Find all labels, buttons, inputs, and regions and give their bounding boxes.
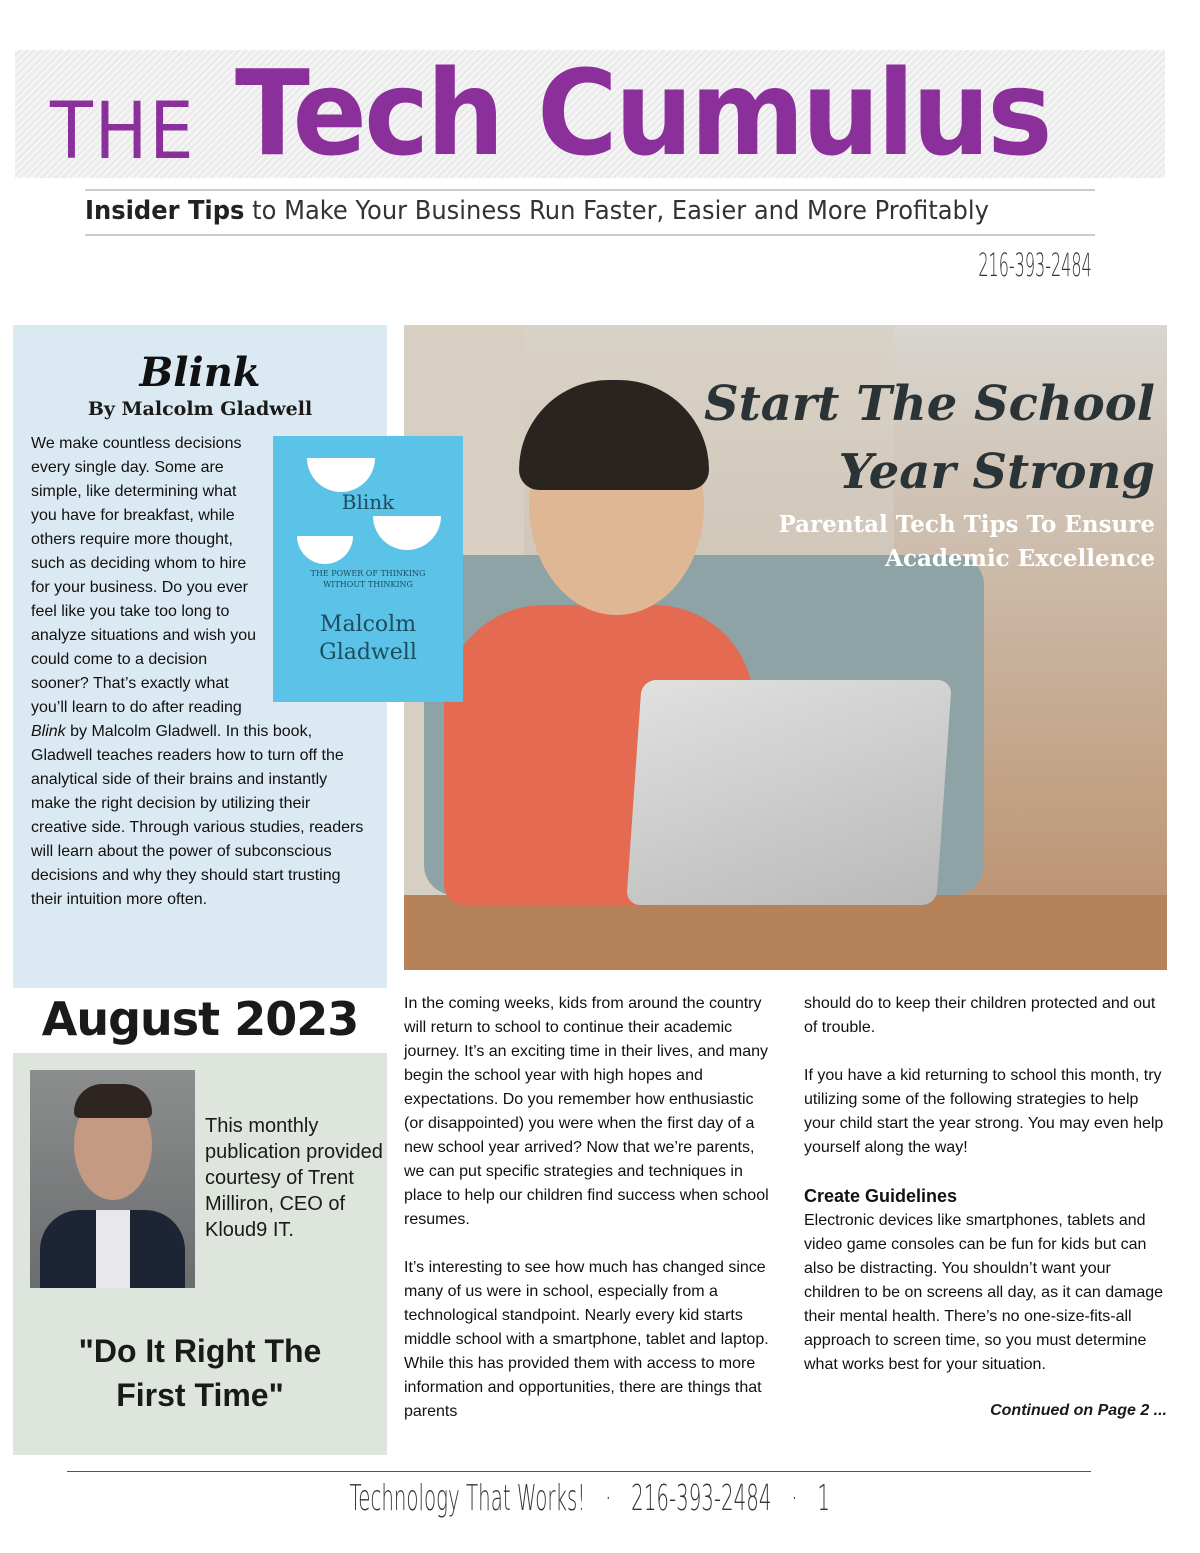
motto-quote — [13, 1329, 387, 1417]
article-paragraph: Electronic devices like smartphones, tablets and video game consoles can be fun for kids but can also be distracting. You shouldn’t want your children to be on screens all day, as it can damage their mental health. There’s no one-size-fits-all approach to screen time, so you must determine what works best for your situation. — [804, 1212, 1164, 1373]
footer-separator: · — [605, 1478, 612, 1519]
courtesy-panel — [13, 1053, 387, 1455]
tagline-rest: to Make Your Business Run Faster, Easier and More Profitably — [244, 196, 989, 226]
review-text: by Malcolm Gladwell. In this book, Gladwell teaches readers how to turn off the analytical side of their brains and instantly make the right decision by utilizing their creative side. Through various studies, readers will learn about the power of subconscious decisions and why they should start trusting their intuition more often. — [31, 723, 364, 908]
quote-line: "Do It Right The — [78, 1333, 322, 1369]
page-number: 1 — [817, 1478, 831, 1519]
hero-subtitle-line: Parental Tech Tips To Ensure — [778, 511, 1155, 538]
book-cover-image — [273, 436, 463, 702]
review-book-title: Blink — [31, 723, 66, 740]
footer-separator: · — [791, 1478, 798, 1519]
cover-subtitle: THE POWER OF THINKING WITHOUT THINKING — [310, 569, 426, 589]
book-review-panel — [13, 325, 426, 988]
ceo-headshot — [30, 1070, 195, 1288]
issue-date: August 2023 — [41, 992, 359, 1046]
cover-author-first: Malcolm — [319, 612, 417, 637]
book-author: By Malcolm Gladwell — [87, 398, 313, 420]
masthead-the: THE — [50, 87, 196, 177]
tagline — [85, 196, 989, 226]
tagline-bold: Insider Tips — [85, 196, 245, 226]
hero-subtitle-line: Academic Excellence — [885, 545, 1155, 572]
continued-link[interactable]: Continued on Page 2 ... — [990, 1402, 1167, 1419]
header-phone: 216-393-2484 — [978, 246, 1092, 284]
article-column-2 — [804, 992, 1170, 1401]
quote-line: First Time" — [116, 1377, 284, 1413]
cover-author-last: Gladwell — [319, 640, 417, 665]
hero-subtitle — [778, 508, 1155, 576]
hero-title-line: Start The School — [703, 376, 1155, 432]
masthead-title: Tech Cumulus — [235, 44, 1050, 182]
article-paragraph: It’s interesting to see how much has changed since many of us were in school, especially from a technological standpoint. Nearly every kid starts middle school with a smartphone, tablet and laptop. While this has provided them with access to more information and opportunities, there are things that parents — [404, 1259, 769, 1420]
article-subheading: Create Guidelines — [804, 1186, 958, 1206]
footer-slogan: Technology That Works! — [349, 1478, 586, 1519]
courtesy-text: This monthly publication provided courtesy of Trent Milliron, CEO of Kloud9 IT. — [205, 1115, 383, 1241]
footer-divider — [67, 1471, 1091, 1472]
hero-title-line: Year Strong — [838, 444, 1155, 500]
article-paragraph: If you have a kid returning to school this month, try utilizing some of the following strategies to help your child start the year strong. You may even help yourself along the way! — [804, 1067, 1164, 1156]
cover-title: Blink — [341, 490, 395, 514]
footer-content — [350, 1478, 830, 1519]
article-paragraph: In the coming weeks, kids from around the country will return to school to continue their academic journey. It’s an exciting time in their lives, and many begin the school year with high hopes and expectations. Do you remember how enthusiastic (or disappointed) you were when the first day of a new school year arrived? Now that we’re parents, we can put specific strategies and techniques in place to help our children find success when school resumes. — [404, 995, 769, 1228]
footer — [0, 1478, 1180, 1519]
footer-phone: 216-393-2484 — [631, 1478, 772, 1519]
cover-arc — [307, 458, 375, 492]
review-text: We make countless decisions every single day. Some are simple, like determining what you have for breakfast, while others require more thought, such as deciding whom to hire for your business. Do you ever feel like you take too long to analyze situations and wish you could come to a decision sooner? That’s exactly what you’ll learn to do after reading — [31, 435, 257, 716]
divider — [85, 234, 1095, 236]
cover-arc — [373, 516, 441, 550]
article-column-1 — [404, 992, 770, 1448]
book-title: Blink — [139, 349, 261, 396]
cover-arc — [297, 536, 353, 564]
article-paragraph: should do to keep their children protected and out of trouble. — [804, 995, 1156, 1036]
divider — [85, 189, 1095, 191]
hero-title — [704, 370, 1155, 506]
book-review-text — [31, 432, 426, 912]
